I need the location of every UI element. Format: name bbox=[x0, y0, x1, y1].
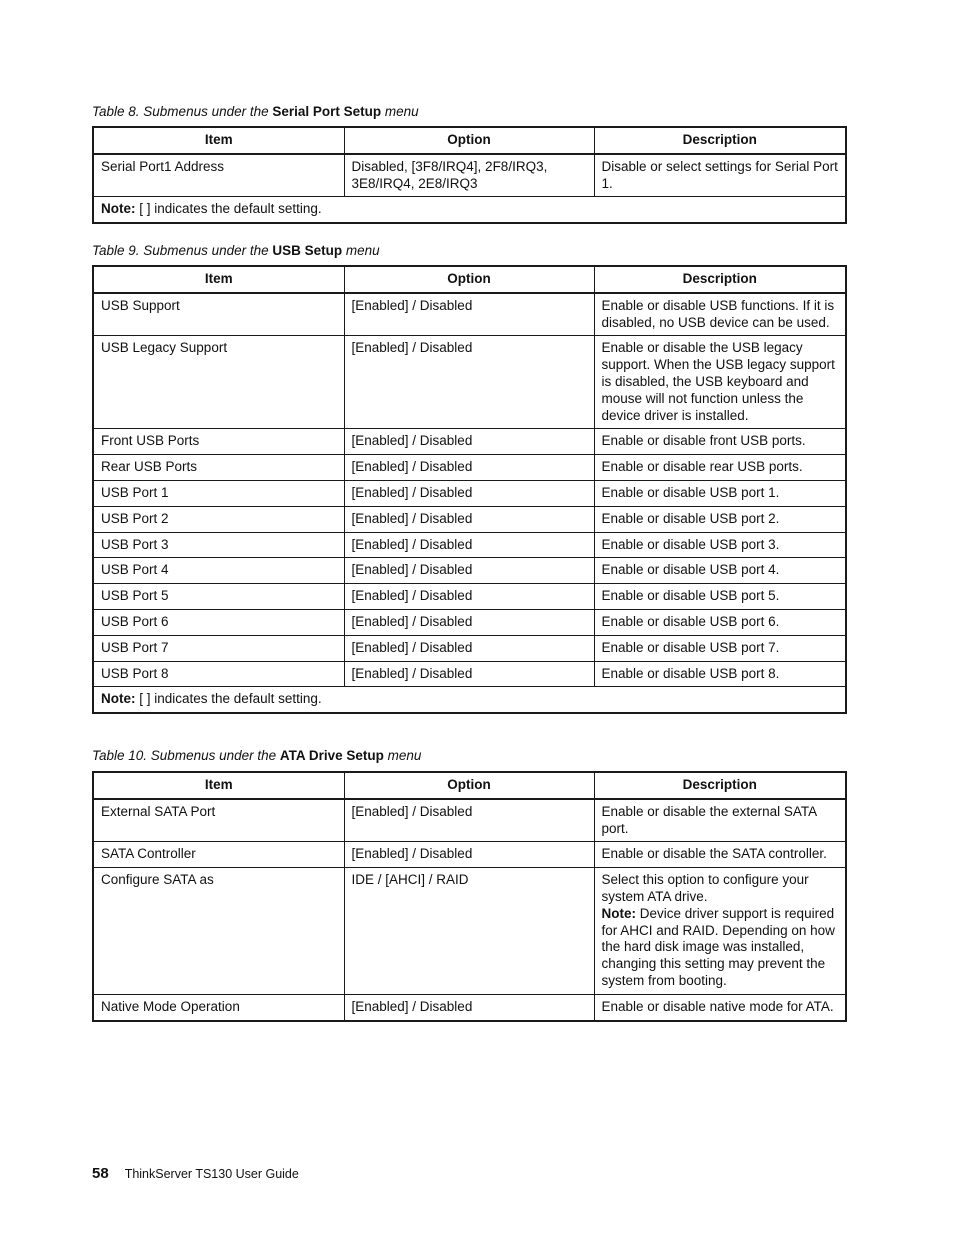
note-label: Note: bbox=[601, 905, 636, 921]
cell-item: External SATA Port bbox=[93, 799, 344, 842]
caption-suffix: menu bbox=[383, 748, 422, 763]
usb-table-body bbox=[93, 293, 846, 713]
table-row bbox=[93, 336, 846, 429]
cell-option: IDE / [AHCI] / RAID bbox=[344, 868, 594, 995]
table-row bbox=[93, 661, 846, 687]
cell-item: USB Support bbox=[93, 293, 344, 336]
header-item: Item bbox=[93, 772, 344, 799]
header-option: Option bbox=[344, 266, 594, 293]
cell-description: Enable or disable the USB legacy support. When the USB legacy support is disabled, the USB keyboard and mouse will not function unless the device driver is installed. bbox=[594, 336, 846, 429]
cell-option: [Enabled] / Disabled bbox=[344, 429, 594, 455]
cell-item: Front USB Ports bbox=[93, 429, 344, 455]
document-title: ThinkServer TS130 User Guide bbox=[124, 1167, 299, 1181]
ata-drive-setup-table bbox=[92, 771, 847, 1022]
cell-item: USB Port 2 bbox=[93, 506, 344, 532]
cell-item: USB Port 5 bbox=[93, 584, 344, 610]
cell-description: Enable or disable native mode for ATA. bbox=[594, 994, 846, 1020]
page-number: 58 bbox=[92, 1165, 109, 1182]
cell-option: [Enabled] / Disabled bbox=[344, 558, 594, 584]
note-cell bbox=[93, 687, 846, 713]
caption-prefix: Table 8. Submenus under the bbox=[92, 104, 273, 119]
cell-description: Enable or disable USB port 3. bbox=[594, 532, 846, 558]
cell-option: [Enabled] / Disabled bbox=[344, 584, 594, 610]
note-row bbox=[93, 197, 846, 223]
table-row bbox=[93, 154, 846, 197]
cell-description: Enable or disable USB port 2. bbox=[594, 506, 846, 532]
cell-description: Enable or disable rear USB ports. bbox=[594, 455, 846, 481]
cell-item: USB Port 1 bbox=[93, 480, 344, 506]
cell-item: Serial Port1 Address bbox=[93, 154, 344, 197]
cell-item: USB Port 4 bbox=[93, 558, 344, 584]
page-footer bbox=[92, 1165, 299, 1182]
note-text: Device driver support is required for AHCI and RAID. Depending on how the hard disk image was installed, changing this setting may prevent the system from booting. bbox=[601, 905, 835, 988]
table-header-row bbox=[93, 266, 846, 293]
cell-description: Enable or disable USB port 1. bbox=[594, 480, 846, 506]
table-8-caption bbox=[92, 104, 419, 120]
cell-option: [Enabled] / Disabled bbox=[344, 661, 594, 687]
caption-menu-name: USB Setup bbox=[272, 243, 343, 258]
serial-port-setup-table bbox=[92, 126, 847, 224]
note-row bbox=[93, 687, 846, 713]
table-10-caption bbox=[92, 748, 421, 764]
description-lead: Select this option to configure your system ATA drive. bbox=[601, 872, 809, 904]
caption-menu-name: Serial Port Setup bbox=[272, 104, 382, 119]
cell-option: [Enabled] / Disabled bbox=[344, 455, 594, 481]
cell-description: Enable or disable USB port 6. bbox=[594, 609, 846, 635]
cell-description: Enable or disable USB port 7. bbox=[594, 635, 846, 661]
cell-option: [Enabled] / Disabled bbox=[344, 506, 594, 532]
table-row bbox=[93, 842, 846, 868]
table-row bbox=[93, 799, 846, 842]
cell-description: Enable or disable USB functions. If it is disabled, no USB device can be used. bbox=[594, 293, 846, 336]
table-row bbox=[93, 506, 846, 532]
caption-suffix: menu bbox=[342, 243, 380, 258]
table-row bbox=[93, 868, 846, 995]
cell-item: Native Mode Operation bbox=[93, 994, 344, 1020]
cell-description: Enable or disable front USB ports. bbox=[594, 429, 846, 455]
cell-item: USB Port 6 bbox=[93, 609, 344, 635]
cell-option: [Enabled] / Disabled bbox=[344, 336, 594, 429]
cell-description: Enable or disable the SATA controller. bbox=[594, 842, 846, 868]
header-description: Description bbox=[594, 127, 846, 154]
caption-prefix: Table 10. Submenus under the bbox=[92, 748, 280, 763]
cell-description: Enable or disable the external SATA port. bbox=[594, 799, 846, 842]
header-description: Description bbox=[594, 266, 846, 293]
table-row bbox=[93, 429, 846, 455]
header-item: Item bbox=[93, 127, 344, 154]
header-description: Description bbox=[594, 772, 846, 799]
table-row bbox=[93, 532, 846, 558]
cell-description: Enable or disable USB port 5. bbox=[594, 584, 846, 610]
cell-option: [Enabled] / Disabled bbox=[344, 532, 594, 558]
cell-description: Enable or disable USB port 8. bbox=[594, 661, 846, 687]
table-9-caption bbox=[92, 243, 380, 259]
table-row bbox=[93, 558, 846, 584]
cell-description bbox=[594, 868, 846, 995]
note-label: Note: bbox=[101, 201, 136, 217]
cell-item: Rear USB Ports bbox=[93, 455, 344, 481]
cell-option: [Enabled] / Disabled bbox=[344, 480, 594, 506]
cell-option: [Enabled] / Disabled bbox=[344, 994, 594, 1020]
cell-description: Enable or disable USB port 4. bbox=[594, 558, 846, 584]
header-option: Option bbox=[344, 127, 594, 154]
table-row bbox=[93, 293, 846, 336]
caption-suffix: menu bbox=[381, 104, 419, 119]
cell-option: [Enabled] / Disabled bbox=[344, 293, 594, 336]
note-text: [ ] indicates the default setting. bbox=[135, 691, 322, 707]
cell-item: Configure SATA as bbox=[93, 868, 344, 995]
cell-option: [Enabled] / Disabled bbox=[344, 842, 594, 868]
caption-prefix: Table 9. Submenus under the bbox=[92, 243, 273, 258]
table-header-row bbox=[93, 772, 846, 799]
usb-setup-table bbox=[92, 265, 847, 714]
table-row bbox=[93, 609, 846, 635]
table-row bbox=[93, 584, 846, 610]
note-label: Note: bbox=[101, 691, 136, 707]
caption-menu-name: ATA Drive Setup bbox=[279, 748, 384, 763]
cell-description: Disable or select settings for Serial Port 1. bbox=[594, 154, 846, 197]
table-row bbox=[93, 635, 846, 661]
cell-option: [Enabled] / Disabled bbox=[344, 799, 594, 842]
cell-item: USB Port 7 bbox=[93, 635, 344, 661]
header-option: Option bbox=[344, 772, 594, 799]
table-row bbox=[93, 480, 846, 506]
cell-option: [Enabled] / Disabled bbox=[344, 609, 594, 635]
note-text: [ ] indicates the default setting. bbox=[135, 201, 322, 217]
table-header-row bbox=[93, 127, 846, 154]
cell-option: Disabled, [3F8/IRQ4], 2F8/IRQ3, 3E8/IRQ4, 2E8/IRQ3 bbox=[344, 154, 594, 197]
header-item: Item bbox=[93, 266, 344, 293]
note-cell bbox=[93, 197, 846, 223]
cell-item: SATA Controller bbox=[93, 842, 344, 868]
table-row bbox=[93, 994, 846, 1020]
cell-item: USB Port 3 bbox=[93, 532, 344, 558]
cell-option: [Enabled] / Disabled bbox=[344, 635, 594, 661]
cell-item: USB Port 8 bbox=[93, 661, 344, 687]
cell-item: USB Legacy Support bbox=[93, 336, 344, 429]
table-row bbox=[93, 455, 846, 481]
